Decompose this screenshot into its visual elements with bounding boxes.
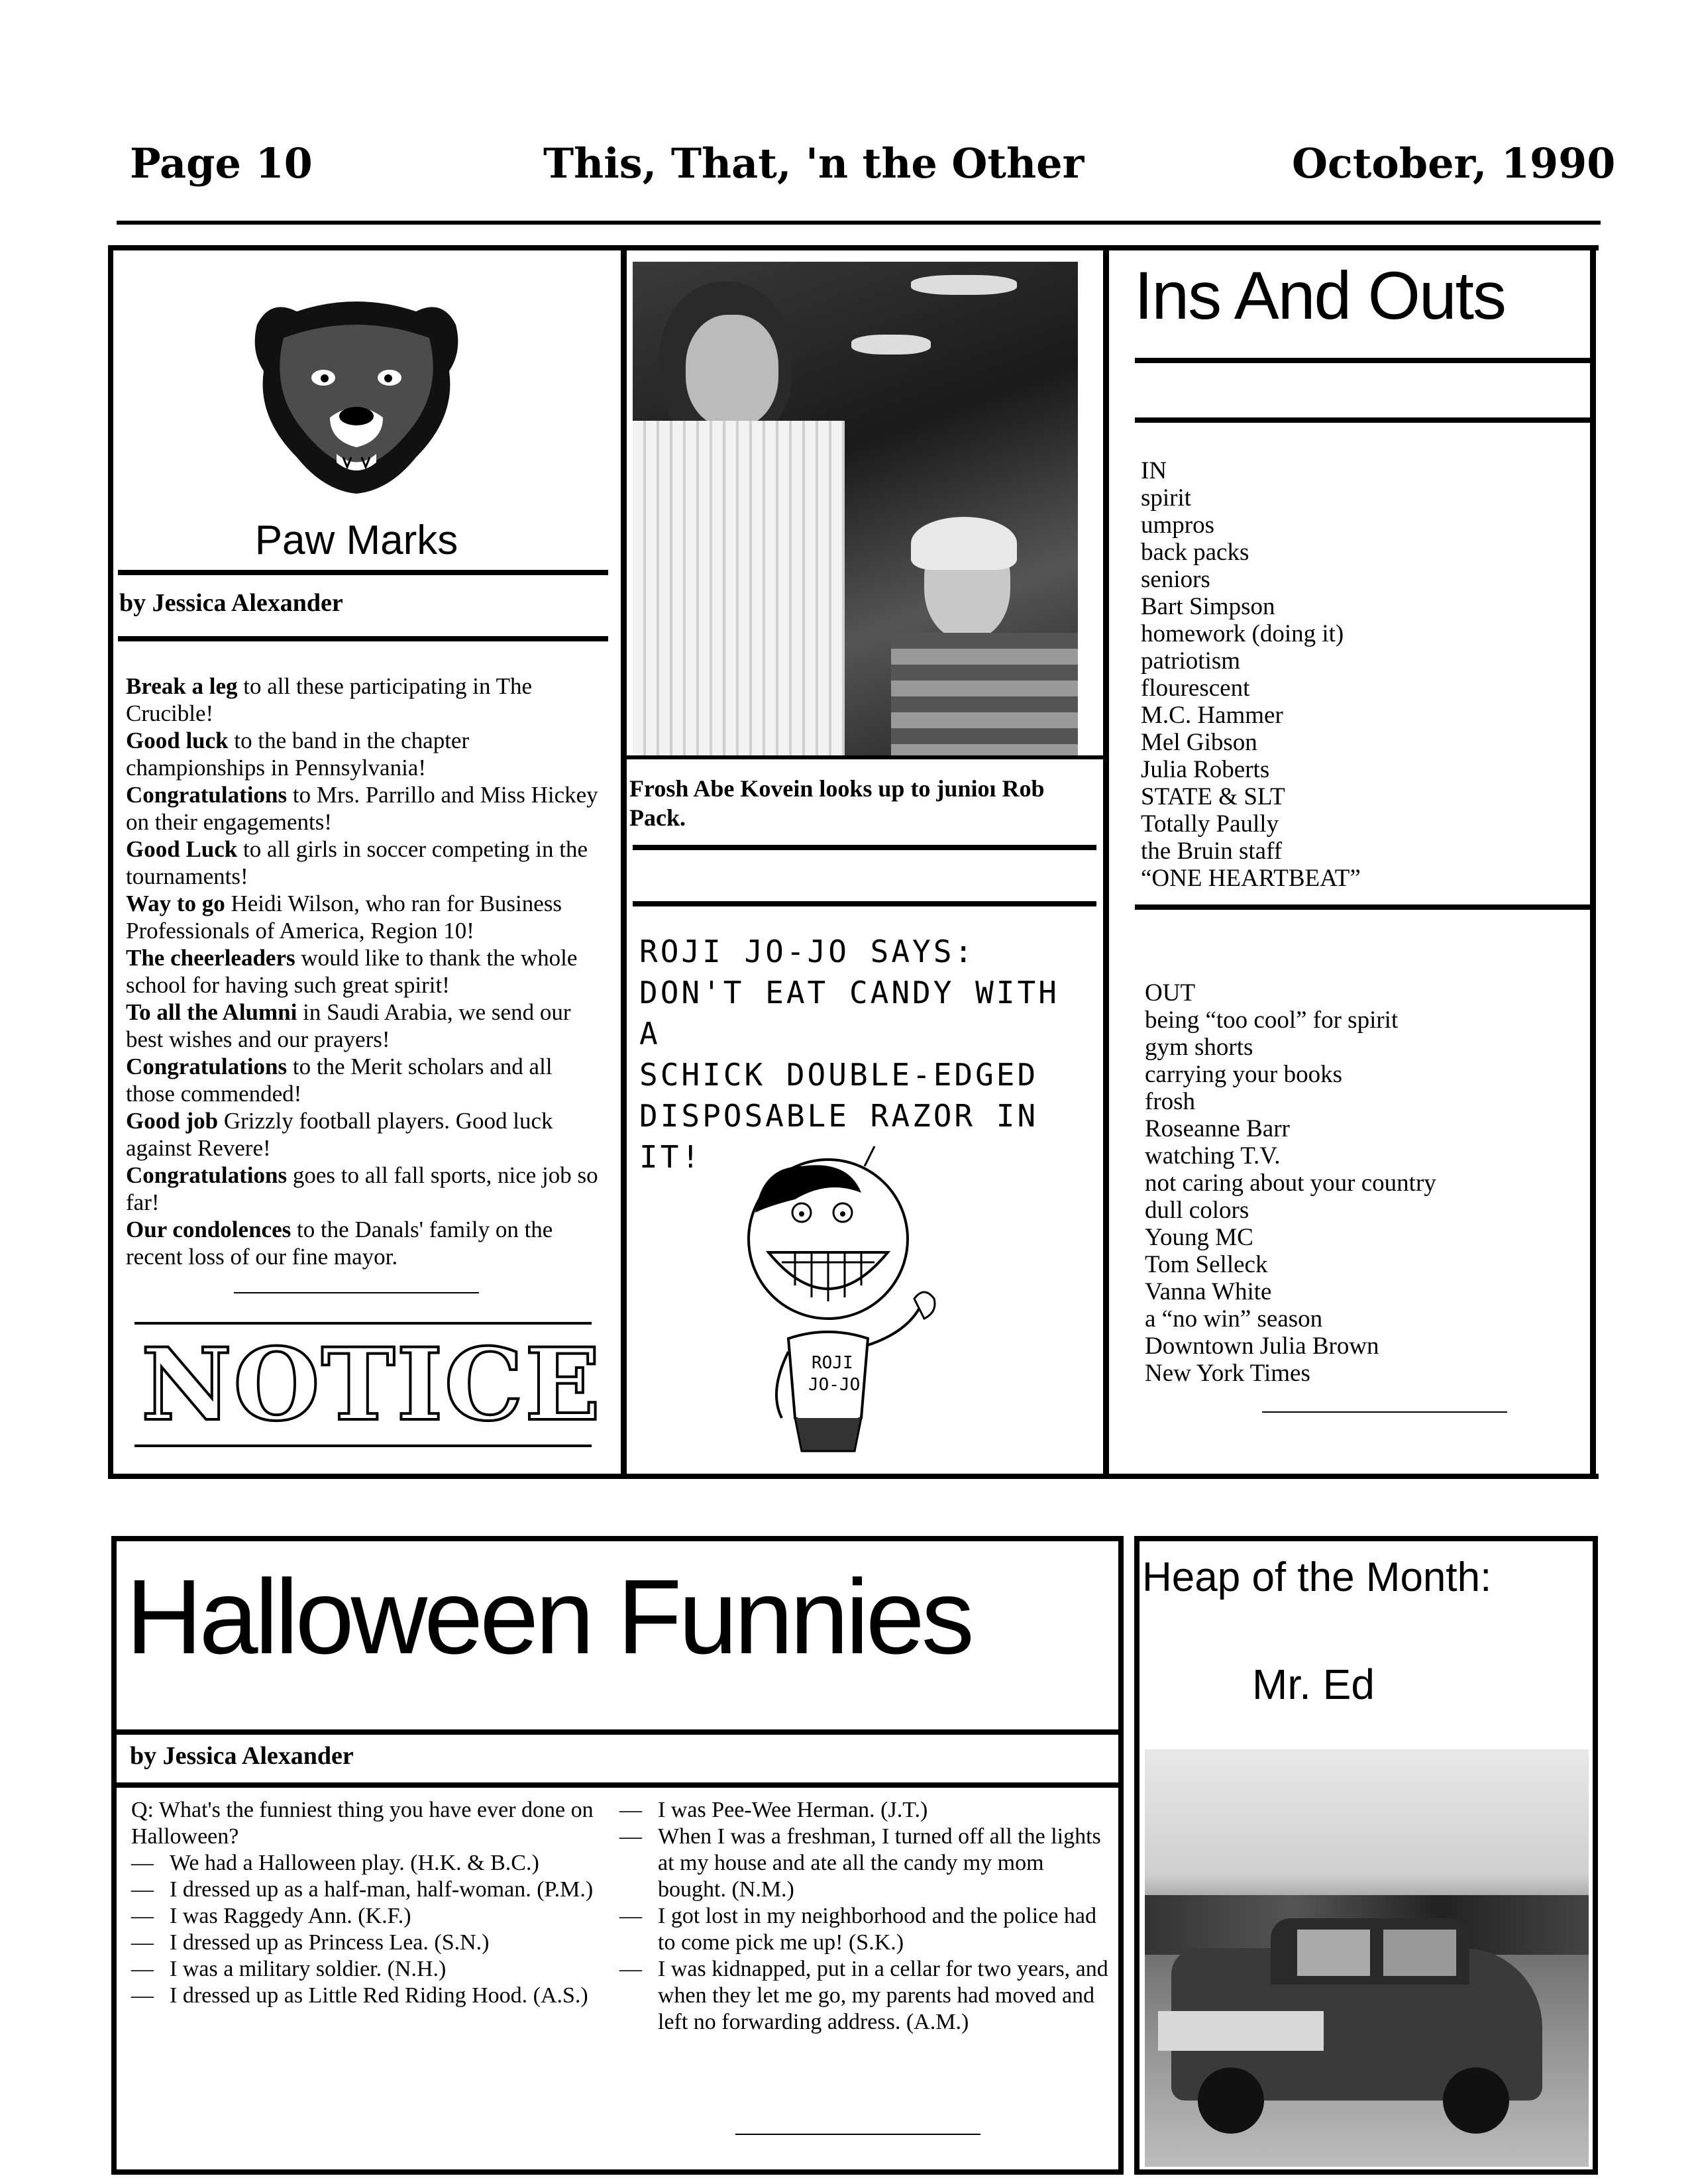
- car-grille: [1158, 2011, 1324, 2051]
- halloween-end-rule: [735, 2134, 980, 2135]
- answer-dash: —: [619, 1904, 642, 1928]
- ceiling-light: [911, 275, 1017, 295]
- roji-speech-line: SCHICK DOUBLE-EDGED: [639, 1057, 1039, 1093]
- car-photo: [1145, 1749, 1589, 2167]
- answer-dash: —: [619, 1957, 642, 1981]
- paper-title: This, That, 'n the Other: [543, 139, 1085, 188]
- halloween-answer: [131, 1850, 608, 1877]
- notice-heading: NOTICE: [141, 1327, 602, 1443]
- ins-rule-2: [1135, 417, 1592, 423]
- outs-end-rule: [1262, 1411, 1507, 1413]
- in-item: back packs: [1141, 539, 1249, 566]
- paw-entry-lead: Congratulations: [126, 1162, 288, 1188]
- out-item: gym shorts: [1145, 1034, 1253, 1061]
- answer-dash: —: [131, 1957, 154, 1981]
- ins-title-rule: [1135, 358, 1592, 363]
- paw-entry-text: in Saudi Arabia, we send our best wishes and our prayers!: [126, 999, 571, 1052]
- paw-entry-text: Heidi Wilson, who ran for Business Professionals of America, Region 10!: [126, 891, 562, 944]
- paw-entry: [126, 1053, 600, 1107]
- answer-dash: —: [131, 1904, 154, 1928]
- paw-entry: [126, 944, 600, 999]
- paw-title-rule: [118, 570, 608, 575]
- paw-entry-text: goes to all fall sports, nice job so far!: [126, 1162, 598, 1215]
- out-item: watching T.V.: [1145, 1142, 1281, 1170]
- car-window: [1297, 1930, 1370, 1976]
- answer-dash: —: [131, 1851, 154, 1875]
- roji-speech-line: DON'T EAT CANDY WITH A: [639, 975, 1059, 1052]
- car-wheel: [1443, 2067, 1509, 2134]
- out-items: [1145, 1007, 1589, 1387]
- paw-entry-text: to Mrs. Parrillo and Miss Hickey on their engagements!: [126, 782, 598, 835]
- in-item: spirit: [1141, 484, 1192, 512]
- halloween-col-2: [619, 1797, 1110, 2036]
- notice-rule-bottom: [134, 1445, 592, 1447]
- roji-speech-line: ROJI JO-JO SAYS:: [639, 934, 976, 969]
- halloween-byline-rule: [117, 1782, 1118, 1788]
- in-item: Totally Paully: [1141, 810, 1279, 838]
- outs-list: [1145, 979, 1589, 1387]
- paw-entry-text: to the Danals' family on the recent loss of our fine mayor.: [126, 1217, 553, 1270]
- student-hair-right: [911, 517, 1017, 570]
- notice-rule-top: [134, 1322, 592, 1325]
- in-item: seniors: [1141, 566, 1210, 593]
- in-item: patriotism: [1141, 647, 1241, 675]
- bear-head-icon: [244, 298, 469, 497]
- answer-text: I was Pee-Wee Herman. (J.T.): [658, 1798, 928, 1822]
- out-item: Vanna White: [1145, 1278, 1272, 1305]
- paw-marks-column: [118, 252, 615, 1472]
- out-item: being “too cool” for spirit: [1145, 1007, 1399, 1034]
- paw-entry-text: would like to thank the whole school for having such great spirit!: [126, 945, 578, 998]
- halloween-answer: [619, 1903, 1110, 1956]
- halloween-answer: [619, 1824, 1110, 1903]
- ceiling-light: [851, 335, 931, 355]
- halloween-answer: [619, 1797, 1110, 1824]
- masthead-rule: [117, 221, 1601, 225]
- halloween-answer: [619, 1956, 1110, 2036]
- paw-entry: [126, 727, 600, 781]
- column-divider-2: [1103, 245, 1109, 1479]
- paw-entry-text: to all girls in soccer competing in the tournaments!: [126, 836, 588, 889]
- student-shirt-left: [633, 421, 845, 755]
- paw-entry-lead: Our condolences: [126, 1217, 292, 1242]
- paw-entry-text: to all these participating in The Crucible!: [126, 673, 533, 726]
- out-item: Downtown Julia Brown: [1145, 1333, 1379, 1360]
- photo-caption: Frosh Abe Kovein looks up to junioı Rob Pack.: [629, 775, 1045, 831]
- car-window: [1383, 1930, 1456, 1976]
- paw-entry: [126, 1216, 600, 1270]
- halloween-question: Q: What's the funniest thing you have ever done on Halloween?: [131, 1798, 594, 1849]
- paw-entry-lead: Break a leg: [126, 673, 238, 699]
- paw-entry-text: to the Merit scholars and all those commended!: [126, 1054, 553, 1107]
- halloween-title: Halloween Funnies: [126, 1557, 971, 1676]
- halloween-col-1: [131, 1797, 608, 2009]
- paw-entry: [126, 781, 600, 836]
- out-item: New York Times: [1145, 1360, 1310, 1387]
- out-item: Roseanne Barr: [1145, 1115, 1290, 1142]
- in-items: [1141, 484, 1585, 892]
- paw-entry: [126, 1107, 600, 1162]
- out-item: frosh: [1145, 1088, 1196, 1115]
- paw-entry-lead: Congratulations: [126, 782, 288, 808]
- out-rule: [1135, 904, 1592, 910]
- paw-entry-lead: To all the Alumni: [126, 999, 297, 1025]
- in-item: STATE & SLT: [1141, 783, 1285, 810]
- paw-entry-lead: Congratulations: [126, 1054, 288, 1079]
- paw-marks-byline: by Jessica Alexander: [119, 589, 343, 617]
- halloween-byline: by Jessica Alexander: [130, 1742, 354, 1770]
- out-item: not caring about your country: [1145, 1170, 1436, 1197]
- paw-entry-text: Grizzly football players. Good luck against Revere!: [126, 1108, 553, 1161]
- paw-marks-title: Paw Marks: [254, 518, 458, 563]
- paw-entry: [126, 890, 600, 944]
- paw-entry: [126, 1162, 600, 1216]
- paw-entry-lead: Way to go: [126, 891, 225, 916]
- halloween-answer: [131, 1877, 608, 1903]
- answer-text: I was kidnapped, put in a cellar for two years, and when they let me go, my parents had moved and left no forwarding address. (A.M.): [658, 1957, 1108, 2034]
- paw-entry: [126, 673, 600, 727]
- paw-entry: [126, 999, 600, 1053]
- roji-shirt-text: JO-JO: [808, 1375, 861, 1395]
- caption-rule-2: [633, 901, 1096, 906]
- roji-speech-line: DISPOSABLE RAZOR IN IT!: [639, 1098, 1039, 1175]
- answer-dash: —: [131, 1930, 154, 1955]
- answer-dash: —: [131, 1983, 154, 2008]
- paw-end-rule: [234, 1292, 479, 1293]
- paw-entry-lead: Good Luck: [126, 836, 238, 862]
- halloween-title-rule: [117, 1729, 1118, 1735]
- answer-text: I dressed up as Princess Lea. (S.N.): [170, 1930, 490, 1955]
- column-divider-3: [1590, 245, 1596, 1479]
- paw-entry-text: to the band in the chapter championships in Pennsylvania!: [126, 728, 470, 781]
- out-heading: OUT: [1145, 979, 1196, 1007]
- answer-dash: —: [619, 1824, 642, 1849]
- out-item: Young MC: [1145, 1224, 1253, 1251]
- ins-outs-title: Ins And Outs: [1134, 258, 1506, 333]
- answer-text: I dressed up as Little Red Riding Hood. (A.S.): [170, 1983, 588, 2008]
- in-item: homework (doing it): [1141, 620, 1344, 647]
- in-item: the Bruin staff: [1141, 838, 1283, 865]
- out-item: carrying your books: [1145, 1061, 1342, 1088]
- in-item: flourescent: [1141, 675, 1250, 702]
- paw-entry-lead: Good luck: [126, 728, 229, 753]
- halloween-answer: [131, 1956, 608, 1983]
- student-shirt-right: [891, 633, 1078, 755]
- student-photo: [633, 262, 1078, 755]
- student-face-left: [686, 315, 778, 427]
- answer-text: I dressed up as a half-man, half-woman. (P.M.): [170, 1877, 594, 1902]
- paw-marks-entries: [126, 673, 600, 1270]
- in-item: “ONE HEARTBEAT”: [1141, 865, 1361, 892]
- halloween-answer: [131, 1930, 608, 1956]
- paw-byline-rule: [118, 636, 608, 641]
- in-item: umpros: [1141, 512, 1214, 539]
- halloween-answer: [131, 1983, 608, 2009]
- roji-shirt-text: ROJI: [812, 1353, 853, 1373]
- answer-text: I was a military soldier. (N.H.): [170, 1957, 447, 1981]
- out-item: dull colors: [1145, 1197, 1249, 1224]
- answer-text: I got lost in my neighborhood and the police had to come pick me up! (S.K.): [658, 1904, 1096, 1955]
- in-item: M.C. Hammer: [1141, 702, 1283, 729]
- answer-text: I was Raggedy Ann. (K.F.): [170, 1904, 411, 1928]
- car-wheel: [1198, 2067, 1264, 2134]
- out-item: Tom Selleck: [1145, 1251, 1268, 1278]
- photo-rule: [627, 755, 1104, 759]
- ins-list: [1141, 457, 1585, 892]
- paw-entry-lead: The cheerleaders: [126, 945, 295, 971]
- halloween-answer: [131, 1903, 608, 1930]
- paw-entry-lead: Good job: [126, 1108, 219, 1134]
- in-item: Julia Roberts: [1141, 756, 1270, 783]
- answer-dash: —: [619, 1798, 642, 1822]
- answer-dash: —: [131, 1877, 154, 1902]
- in-item: Mel Gibson: [1141, 729, 1257, 756]
- out-item: a “no win” season: [1145, 1305, 1323, 1333]
- in-heading: IN: [1141, 457, 1167, 484]
- answer-text: We had a Halloween play. (H.K. & B.C.): [170, 1851, 539, 1875]
- paw-entry: [126, 836, 600, 890]
- roji-jojo-cartoon-icon: [696, 1140, 974, 1471]
- page-number: Page 10: [130, 139, 313, 188]
- column-divider-1: [621, 245, 627, 1479]
- in-item: Bart Simpson: [1141, 593, 1275, 620]
- answer-text: When I was a freshman, I turned off all the lights at my house and ate all the candy my mom bought. (N.M.): [658, 1824, 1101, 1902]
- heap-title: Heap of the Month:: [1142, 1555, 1492, 1600]
- heap-name: Mr. Ed: [1252, 1661, 1375, 1708]
- issue-date: October, 1990: [1292, 139, 1616, 188]
- caption-rule: [633, 845, 1096, 850]
